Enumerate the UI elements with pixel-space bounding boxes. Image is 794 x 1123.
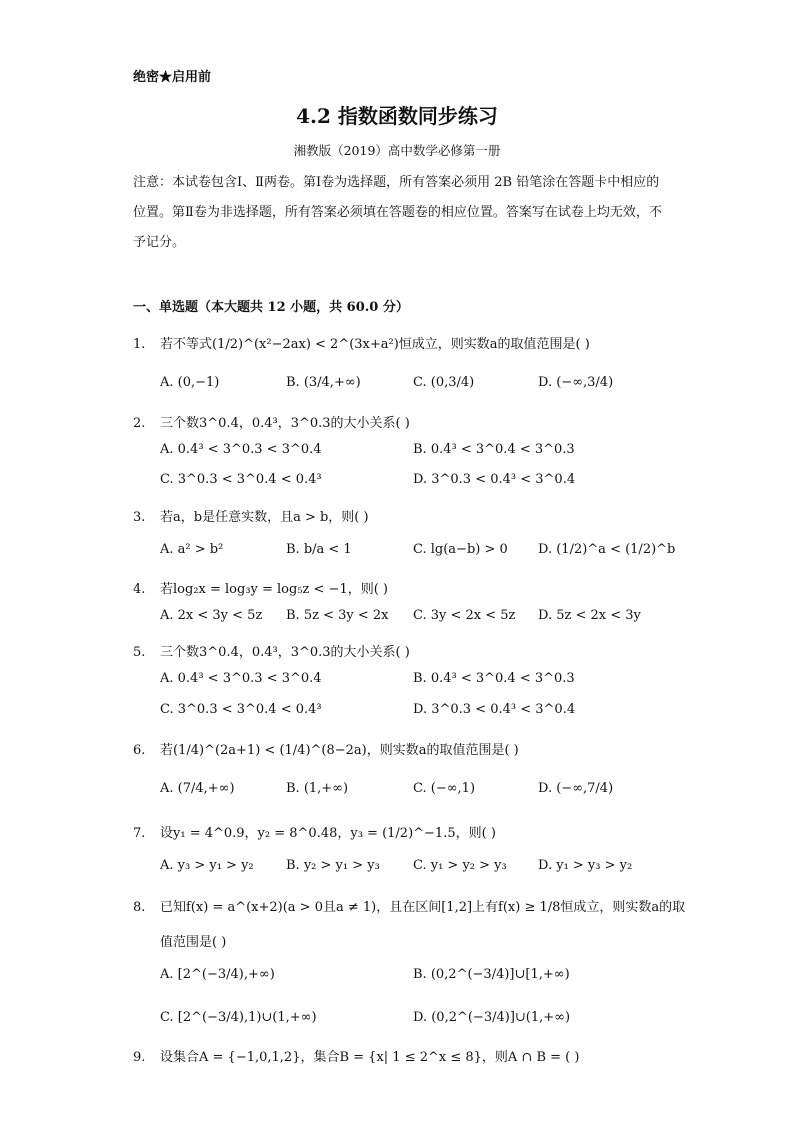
question-number: 1. xyxy=(133,337,146,352)
option-c[interactable]: C. [2^(−3/4),1)∪(1,+∞) xyxy=(160,1010,317,1025)
question-number: 8. xyxy=(133,900,146,915)
option-b[interactable]: B. y₂ > y₁ > y₃ xyxy=(286,858,380,873)
option-a[interactable]: A. a² > b² xyxy=(160,542,224,557)
option-c[interactable]: C. 3^0.3 < 3^0.4 < 0.4³ xyxy=(160,702,322,717)
option-d[interactable]: D. y₁ > y₃ > y₂ xyxy=(538,858,633,873)
question-6 xyxy=(133,739,519,758)
question-5 xyxy=(133,641,410,660)
option-b[interactable]: B. (0,2^(−3/4)]∪[1,+∞) xyxy=(413,967,570,982)
question-stem: 设集合A = {−1,0,1,2}，集合B = {x| 1 ≤ 2^x ≤ 8}，则A ∩ B = ( ) xyxy=(160,1050,580,1065)
question-stem: 若log₂x = log₃y = log₅z < −1，则( ) xyxy=(160,582,388,597)
option-c[interactable]: C. 3^0.3 < 3^0.4 < 0.4³ xyxy=(160,472,322,487)
question-stem: 三个数3^0.4，0.4³，3^0.3的大小关系( ) xyxy=(160,416,410,431)
option-a[interactable]: A. y₃ > y₁ > y₂ xyxy=(160,858,254,873)
section-heading: 一、单选题（本大题共 12 小题，共 60.0 分） xyxy=(133,300,409,315)
option-c[interactable]: C. (−∞,1) xyxy=(413,781,476,796)
option-c[interactable]: C. 3y < 2x < 5z xyxy=(413,608,516,623)
question-number: 7. xyxy=(133,826,146,841)
option-b[interactable]: B. 0.4³ < 3^0.4 < 3^0.3 xyxy=(413,671,575,686)
option-c[interactable]: C. y₁ > y₂ > y₃ xyxy=(413,858,507,873)
option-a[interactable]: A. [2^(−3/4),+∞) xyxy=(160,967,275,982)
option-d[interactable]: D. (−∞,3/4) xyxy=(538,375,614,390)
option-b[interactable]: B. (1,+∞) xyxy=(286,781,349,796)
option-d[interactable]: D. (0,2^(−3/4)]∪(1,+∞) xyxy=(413,1010,571,1025)
option-b[interactable]: B. 5z < 3y < 2x xyxy=(286,608,389,623)
question-number: 9. xyxy=(133,1050,146,1065)
question-stem: 若不等式(1/2)^(x²−2ax) < 2^(3x+a²)恒成立，则实数a的取值范围是( ) xyxy=(160,337,590,352)
question-stem: 三个数3^0.4，0.4³，3^0.3的大小关系( ) xyxy=(160,645,410,660)
option-a[interactable]: A. 0.4³ < 3^0.3 < 3^0.4 xyxy=(160,442,322,457)
question-9 xyxy=(133,1046,579,1065)
option-a[interactable]: A. (0,−1) xyxy=(160,375,220,390)
question-4 xyxy=(133,578,388,597)
question-number: 6. xyxy=(133,743,146,758)
option-d[interactable]: D. 5z < 2x < 3y xyxy=(538,608,641,623)
option-d[interactable]: D. (−∞,7/4) xyxy=(538,781,614,796)
question-number: 2. xyxy=(133,416,146,431)
option-d[interactable]: D. 3^0.3 < 0.4³ < 3^0.4 xyxy=(413,702,576,717)
notice-text: 注意：本试卷包含Ⅰ、Ⅱ两卷。第Ⅰ卷为选择题，所有答案必须用 2B 铅笔涂在答题卡中相应的位置。第Ⅱ卷为非选择题，所有答案必须填在答题卷的相应位置。答案写在试卷上均无效，不予记分。 xyxy=(133,175,662,250)
option-d[interactable]: D. 3^0.3 < 0.4³ < 3^0.4 xyxy=(413,472,576,487)
question-1 xyxy=(133,333,590,352)
question-stem-continued: 值范围是( ) xyxy=(160,935,227,950)
question-stem: 若a，b是任意实数，且a > b，则( ) xyxy=(160,510,369,525)
question-stem: 已知f(x) = a^(x+2)(a > 0且a ≠ 1)，且在区间[1,2]上有f(x) ≥ 1/8恒成立，则实数a的取 xyxy=(160,900,686,915)
option-c[interactable]: C. (0,3/4) xyxy=(413,375,475,390)
option-a[interactable]: A. 0.4³ < 3^0.3 < 3^0.4 xyxy=(160,671,322,686)
question-3 xyxy=(133,506,369,525)
question-number: 4. xyxy=(133,582,146,597)
page-title: 4.2 指数函数同步练习 xyxy=(296,104,498,128)
question-number: 3. xyxy=(133,510,146,525)
question-2 xyxy=(133,412,410,431)
question-stem: 若(1/4)^(2a+1) < (1/4)^(8−2a)，则实数a的取值范围是( ) xyxy=(160,743,519,758)
secret-label: 绝密★启用前 xyxy=(133,70,212,85)
option-d[interactable]: D. (1/2)^a < (1/2)^b xyxy=(538,542,676,557)
option-b[interactable]: B. (3/4,+∞) xyxy=(286,375,361,390)
question-8 xyxy=(133,896,685,915)
question-stem: 设y₁ = 4^0.9，y₂ = 8^0.48，y₃ = (1/2)^−1.5，则( ) xyxy=(160,826,496,841)
option-a[interactable]: A. (7/4,+∞) xyxy=(160,781,235,796)
option-a[interactable]: A. 2x < 3y < 5z xyxy=(160,608,263,623)
option-c[interactable]: C. lg(a−b) > 0 xyxy=(413,542,508,557)
question-number: 5. xyxy=(133,645,146,660)
option-b[interactable]: B. 0.4³ < 3^0.4 < 3^0.3 xyxy=(413,442,575,457)
page-subtitle: 湘教版（2019）高中数学必修第一册 xyxy=(293,143,501,158)
option-b[interactable]: B. b/a < 1 xyxy=(286,542,352,557)
question-7 xyxy=(133,822,496,841)
